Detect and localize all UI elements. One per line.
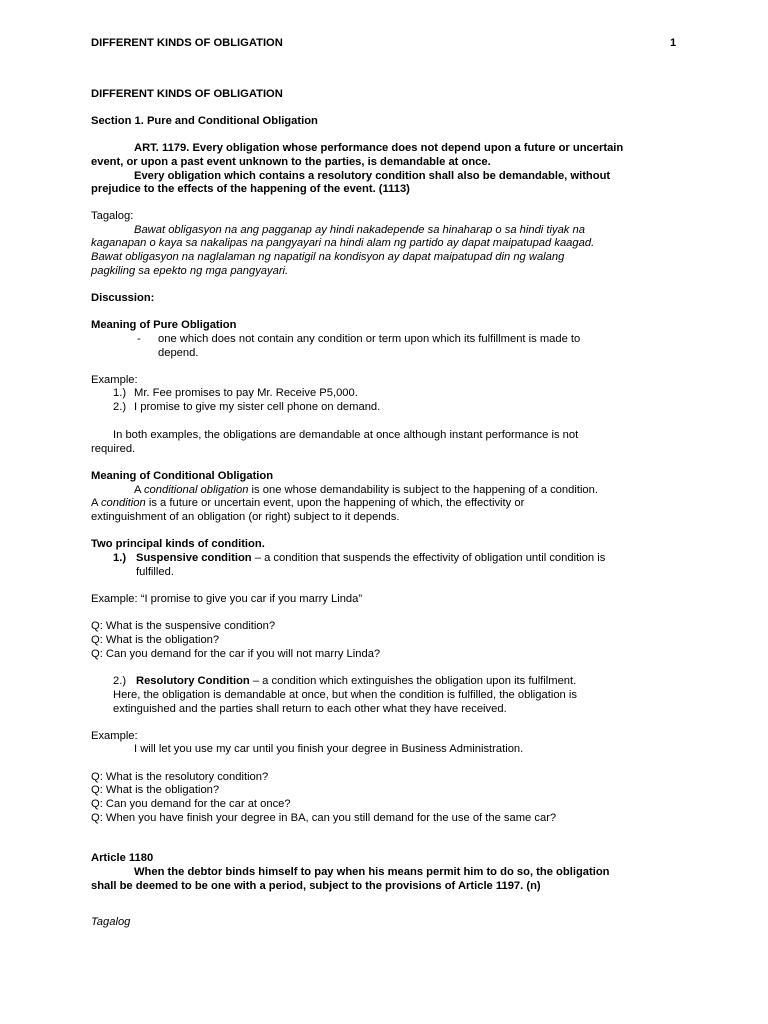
tagalog-label-2: Tagalog — [91, 916, 131, 928]
art-1179-line-1: ART. 1179. Every obligation whose performance does not depend upon a future or uncertain — [134, 142, 624, 154]
example-label: Example: — [91, 374, 138, 386]
art-1179-line-3: Every obligation which contains a resolutory condition shall also be demandable, without — [134, 170, 611, 182]
resolutory-example: I will let you use my car until you finish your degree in Business Administration. — [134, 743, 524, 755]
resolutory-definition-line-2: Here, the obligation is demandable at once, but when the condition is fulfilled, the obligation is — [113, 689, 577, 701]
bullet-dash: - — [137, 333, 141, 345]
conditional-definition-line-1: A conditional obligation is one whose demandability is subject to the happening of a condition. — [134, 484, 598, 496]
suspensive-definition-line-2: fulfilled. — [136, 566, 174, 578]
running-header-title: DIFFERENT KINDS OF OBLIGATION — [91, 37, 283, 49]
list-number: 2.) — [113, 401, 127, 413]
example-note-line-1: In both examples, the obligations are demandable at once although instant performance is not — [113, 429, 579, 441]
question: Q: Can you demand for the car at once? — [91, 798, 291, 810]
suspensive-example: Example: “I promise to give you car if you marry Linda” — [91, 593, 363, 605]
resolutory-definition-line-3: extinguished and the parties shall return to each other what they have received. — [113, 703, 507, 715]
question: Q: What is the obligation? — [91, 634, 220, 646]
art-1179-line-2: event, or upon a past event unknown to the parties, is demandable at once. — [91, 156, 491, 168]
tagalog-label: Tagalog: — [91, 210, 134, 222]
list-number: 2.) — [113, 675, 127, 687]
example-item-1: Mr. Fee promises to pay Mr. Receive P5,000. — [134, 387, 358, 399]
example-label: Example: — [91, 730, 138, 742]
question: Q: What is the obligation? — [91, 784, 220, 796]
example-note-line-2: required. — [91, 443, 136, 455]
tagalog-line-4: pagkiling sa epekto ng mga pangyayari. — [91, 265, 289, 277]
pure-obligation-heading: Meaning of Pure Obligation — [91, 319, 237, 331]
suspensive-definition-line-1: Suspensive condition – a condition that suspends the effectivity of obligation until condition is — [136, 552, 606, 564]
article-1180-line-2: shall be deemed to be one with a period, subject to the provisions of Article 1197. (n) — [91, 880, 541, 892]
list-number: 1.) — [113, 387, 127, 399]
tagalog-line-1: Bawat obligasyon na ang pagganap ay hindi nakadepende sa hinaharap o sa hindi tiyak na — [134, 224, 585, 236]
tagalog-line-2: kaganapan o kaya sa nakalipas na pangyayari na hindi alam ng partido ay dapat maipatupad kaagad. — [91, 237, 595, 249]
kinds-heading: Two principal kinds of condition. — [91, 538, 265, 550]
article-1180-line-1: When the debtor binds himself to pay when his means permit him to do so, the obligation — [134, 866, 610, 878]
list-number: 1.) — [113, 552, 127, 564]
conditional-definition-line-3: extinguishment of an obligation (or right) subject to it depends. — [91, 511, 400, 523]
question: Q: What is the resolutory condition? — [91, 771, 269, 783]
discussion-heading: Discussion: — [91, 292, 155, 304]
art-1179-line-4: prejudice to the effects of the happening of the event. (1113) — [91, 183, 410, 195]
question: Q: When you have finish your degree in BA, can you still demand for the use of the same car? — [91, 812, 557, 824]
conditional-obligation-heading: Meaning of Conditional Obligation — [91, 470, 274, 482]
article-1180-heading: Article 1180 — [91, 852, 154, 864]
tagalog-line-3: Bawat obligasyon na naglalaman ng napatigil na kondisyon ay dapat maipatupad din ng walang — [91, 251, 565, 263]
resolutory-definition-line-1: Resolutory Condition – a condition which extinguishes the obligation upon its fulfilment. — [136, 675, 577, 687]
pure-definition-line-2: depend. — [158, 347, 199, 359]
section-heading: Section 1. Pure and Conditional Obligation — [91, 115, 318, 127]
pure-definition-line-1: one which does not contain any condition or term upon which its fulfillment is made to — [158, 333, 581, 345]
question: Q: What is the suspensive condition? — [91, 620, 276, 632]
document-title: DIFFERENT KINDS OF OBLIGATION — [91, 88, 283, 100]
page-number: 1 — [670, 37, 677, 49]
example-item-2: I promise to give my sister cell phone on demand. — [134, 401, 381, 413]
question: Q: Can you demand for the car if you will not marry Linda? — [91, 648, 381, 660]
conditional-definition-line-2: A condition is a future or uncertain event, upon the happening of which, the effectivity or — [91, 497, 525, 509]
